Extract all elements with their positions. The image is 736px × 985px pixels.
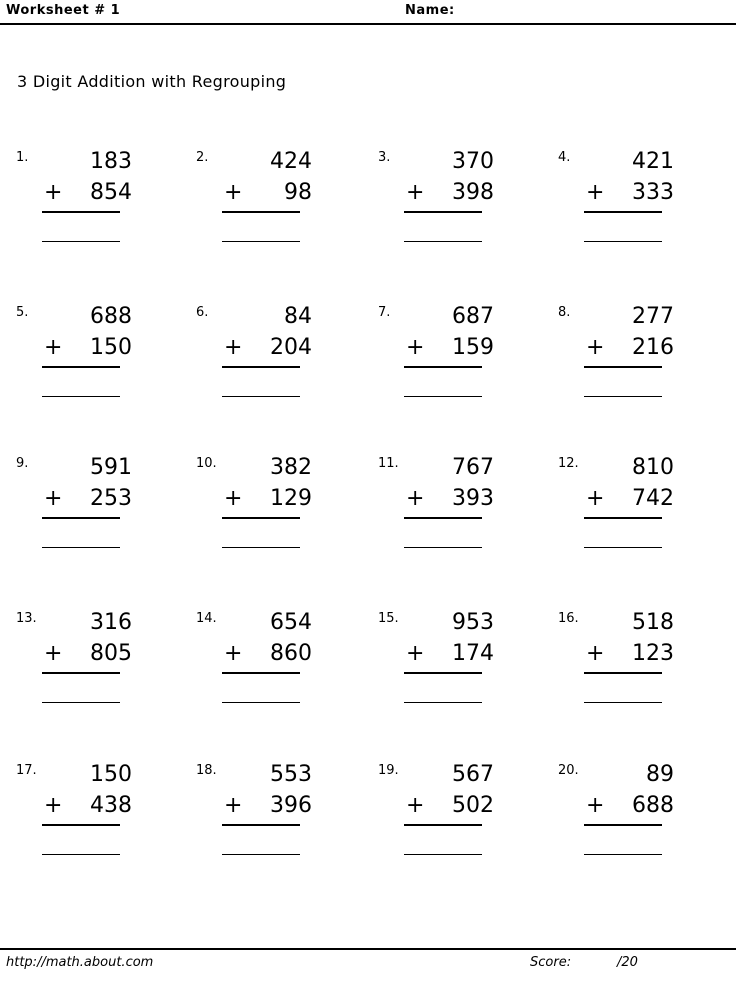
second-addend: 742: [632, 486, 674, 511]
problem-4: [558, 150, 688, 250]
plus-sign: +: [586, 793, 605, 818]
first-addend: 370: [452, 149, 494, 174]
problem-16: [558, 611, 688, 711]
second-addend: 805: [90, 641, 132, 666]
problem-20: [558, 763, 688, 863]
sum-line: [404, 366, 482, 368]
first-addend: 810: [632, 455, 674, 480]
answer-line[interactable]: [584, 702, 662, 703]
problem-17: [16, 763, 146, 863]
sum-line: [42, 672, 120, 674]
problem-number: 12.: [558, 456, 579, 471]
problem-15: [378, 611, 508, 711]
sum-line: [584, 211, 662, 213]
second-addend: 174: [452, 641, 494, 666]
problem-2: [196, 150, 326, 250]
sum-line: [584, 824, 662, 826]
first-addend: 316: [90, 610, 132, 635]
worksheet-number: Worksheet # 1: [6, 3, 121, 18]
problem-number: 17.: [16, 763, 37, 778]
answer-line[interactable]: [404, 241, 482, 242]
answer-line[interactable]: [222, 396, 300, 397]
problem-19: [378, 763, 508, 863]
plus-sign: +: [44, 641, 63, 666]
answer-line[interactable]: [222, 241, 300, 242]
sum-line: [222, 211, 300, 213]
problem-number: 3.: [378, 150, 391, 165]
plus-sign: +: [586, 180, 605, 205]
answer-line[interactable]: [584, 396, 662, 397]
answer-line[interactable]: [222, 702, 300, 703]
problem-number: 9.: [16, 456, 29, 471]
answer-line[interactable]: [42, 547, 120, 548]
source-url: http://math.about.com: [6, 955, 154, 970]
first-addend: 382: [270, 455, 312, 480]
second-addend: 216: [632, 335, 674, 360]
answer-line[interactable]: [42, 396, 120, 397]
sum-line: [222, 824, 300, 826]
problem-5: [16, 305, 146, 405]
plus-sign: +: [224, 335, 243, 360]
problem-3: [378, 150, 508, 250]
plus-sign: +: [586, 641, 605, 666]
problem-number: 16.: [558, 611, 579, 626]
sum-line: [584, 672, 662, 674]
second-addend: 398: [452, 180, 494, 205]
problem-18: [196, 763, 326, 863]
sum-line: [42, 366, 120, 368]
plus-sign: +: [44, 180, 63, 205]
first-addend: 89: [646, 762, 674, 787]
second-addend: 688: [632, 793, 674, 818]
problem-11: [378, 456, 508, 556]
score-total: /20: [617, 955, 638, 970]
plus-sign: +: [44, 335, 63, 360]
problem-number: 13.: [16, 611, 37, 626]
sum-line: [404, 672, 482, 674]
plus-sign: +: [406, 793, 425, 818]
second-addend: 159: [452, 335, 494, 360]
answer-line[interactable]: [404, 854, 482, 855]
problem-number: 20.: [558, 763, 579, 778]
problem-number: 6.: [196, 305, 209, 320]
answer-line[interactable]: [584, 854, 662, 855]
first-addend: 183: [90, 149, 132, 174]
first-addend: 687: [452, 304, 494, 329]
first-addend: 953: [452, 610, 494, 635]
worksheet-title: 3 Digit Addition with Regrouping: [17, 72, 287, 91]
sum-line: [42, 824, 120, 826]
first-addend: 150: [90, 762, 132, 787]
problem-10: [196, 456, 326, 556]
problem-6: [196, 305, 326, 405]
second-addend: 204: [270, 335, 312, 360]
problem-1: [16, 150, 146, 250]
problem-number: 14.: [196, 611, 217, 626]
plus-sign: +: [44, 486, 63, 511]
problem-9: [16, 456, 146, 556]
problem-number: 10.: [196, 456, 217, 471]
answer-line[interactable]: [42, 854, 120, 855]
problem-number: 15.: [378, 611, 399, 626]
second-addend: 502: [452, 793, 494, 818]
answer-line[interactable]: [222, 854, 300, 855]
first-addend: 591: [90, 455, 132, 480]
header-rule: [0, 23, 736, 25]
footer-rule: [0, 948, 736, 950]
sum-line: [404, 824, 482, 826]
sum-line: [584, 517, 662, 519]
problem-number: 8.: [558, 305, 571, 320]
answer-line[interactable]: [222, 547, 300, 548]
answer-line[interactable]: [42, 702, 120, 703]
sum-line: [584, 366, 662, 368]
first-addend: 688: [90, 304, 132, 329]
problem-number: 18.: [196, 763, 217, 778]
first-addend: 421: [632, 149, 674, 174]
problem-number: 4.: [558, 150, 571, 165]
answer-line[interactable]: [404, 547, 482, 548]
plus-sign: +: [224, 641, 243, 666]
second-addend: 98: [284, 180, 312, 205]
sum-line: [222, 366, 300, 368]
plus-sign: +: [586, 335, 605, 360]
problem-number: 2.: [196, 150, 209, 165]
problem-number: 1.: [16, 150, 29, 165]
second-addend: 438: [90, 793, 132, 818]
answer-line[interactable]: [404, 396, 482, 397]
first-addend: 654: [270, 610, 312, 635]
first-addend: 567: [452, 762, 494, 787]
answer-line[interactable]: [42, 241, 120, 242]
first-addend: 277: [632, 304, 674, 329]
problem-14: [196, 611, 326, 711]
problem-7: [378, 305, 508, 405]
problem-8: [558, 305, 688, 405]
first-addend: 518: [632, 610, 674, 635]
second-addend: 129: [270, 486, 312, 511]
sum-line: [404, 517, 482, 519]
first-addend: 84: [284, 304, 312, 329]
problem-number: 11.: [378, 456, 399, 471]
second-addend: 150: [90, 335, 132, 360]
second-addend: 123: [632, 641, 674, 666]
sum-line: [222, 672, 300, 674]
second-addend: 333: [632, 180, 674, 205]
second-addend: 396: [270, 793, 312, 818]
problem-number: 7.: [378, 305, 391, 320]
sum-line: [42, 211, 120, 213]
plus-sign: +: [224, 180, 243, 205]
name-label: Name:: [405, 3, 455, 18]
second-addend: 854: [90, 180, 132, 205]
plus-sign: +: [406, 180, 425, 205]
plus-sign: +: [224, 793, 243, 818]
plus-sign: +: [224, 486, 243, 511]
sum-line: [222, 517, 300, 519]
sum-line: [42, 517, 120, 519]
first-addend: 767: [452, 455, 494, 480]
problem-number: 5.: [16, 305, 29, 320]
plus-sign: +: [406, 486, 425, 511]
sum-line: [404, 211, 482, 213]
second-addend: 860: [270, 641, 312, 666]
score-label: Score:: [530, 955, 572, 970]
answer-line[interactable]: [584, 241, 662, 242]
answer-line[interactable]: [404, 702, 482, 703]
problem-number: 19.: [378, 763, 399, 778]
second-addend: 393: [452, 486, 494, 511]
problem-13: [16, 611, 146, 711]
problem-12: [558, 456, 688, 556]
first-addend: 424: [270, 149, 312, 174]
second-addend: 253: [90, 486, 132, 511]
plus-sign: +: [406, 641, 425, 666]
answer-line[interactable]: [584, 547, 662, 548]
plus-sign: +: [586, 486, 605, 511]
plus-sign: +: [44, 793, 63, 818]
first-addend: 553: [270, 762, 312, 787]
plus-sign: +: [406, 335, 425, 360]
